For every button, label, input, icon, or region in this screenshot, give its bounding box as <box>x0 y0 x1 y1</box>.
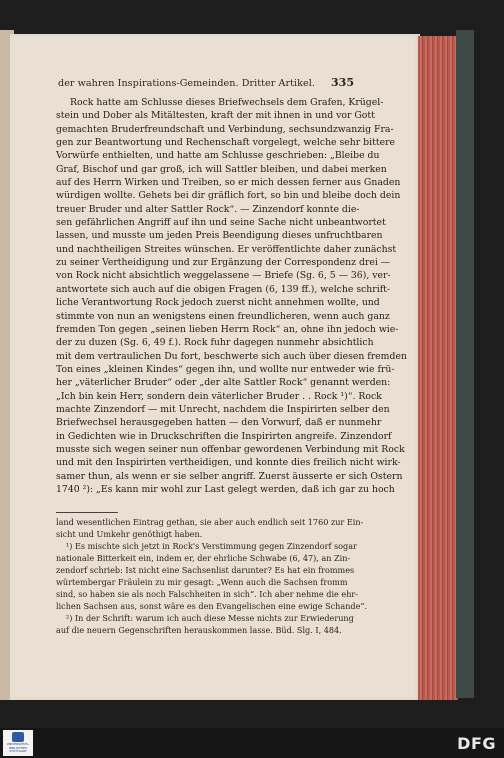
text-line: machte Zinzendorf — mit Unrecht, nachdem die Inspirirten selber den <box>56 403 390 415</box>
footnote-line: ²) In der Schrift: warum ich auch diese Messe nichts zur Erwiederung <box>66 613 354 623</box>
footnote-line: zendorf schrieb: Ist nicht eine Sachsenlist darunter? Es hat ein frommes <box>56 565 355 575</box>
text-line: antwortete sich auch auf die obigen Fragen (6, 139 ff.), welche schrift- <box>56 283 391 295</box>
right-cover-edge <box>456 30 474 698</box>
footnote-line: lichen Sachsen aus, sonst wäre es den Evangelischen eine ewige Schande“. <box>56 601 368 611</box>
footnote-line: sicht und Umkehr genöthigt haben. <box>56 529 203 539</box>
text-line: „Ich bin kein Herr, sondern dein väterlicher Bruder . . Rock ¹)“. Rock <box>56 390 382 402</box>
library-logo-text: UNIVERSITÄTS-BIBLIOTHEK STUTTGART <box>6 742 30 754</box>
text-line: zu seiner Vertheidigung und zur Ergänzung der Correspondenz drei — <box>56 257 391 269</box>
main-text <box>56 96 407 496</box>
running-header <box>58 76 354 92</box>
text-line: 1740 ²): „Es kann mir wohl zur Last gelegt werden, daß ich gar zu hoch <box>56 483 395 495</box>
text-line: Graf, Bischof und gar groß, ich will Sattler bleiben, und dabei merken <box>56 163 387 175</box>
text-line: Rock hatte am Schlusse dieses Briefwechsels dem Grafen, Krügel- <box>70 97 384 108</box>
viewer-bottom-bar <box>0 728 504 758</box>
footnote-line: auf die neuern Gegenschriften herauskommen lasse. Büd. Slg. I, 484. <box>56 625 342 635</box>
footnote-rule <box>56 512 118 513</box>
text-line: mit dem vertraulichen Du fort, beschwerte sich auch über diesen fremden <box>56 350 407 362</box>
text-line: und nachtheiligen Streites wünschen. Er veröffentlichte daher zunächst <box>56 243 397 255</box>
text-line: würdigen wollte. Gehets bei dir gräflich fort, so bin und bleibe doch dein <box>56 190 401 202</box>
text-line: der zu duzen (Sg. 6, 49 f.). Rock fuhr dagegen nunmehr absichtlich <box>56 337 374 349</box>
text-line: liche Verantwortung Rock jedoch zuerst nicht annehmen wollte, und <box>56 297 380 309</box>
dfg-logo: DFG <box>457 734 496 753</box>
text-line: stimmte von nun an wenigstens einen freundlicheren, wenn auch ganz <box>56 310 390 322</box>
text-line: und mit den Inspirirten vertheidigen, und konnte dies freilich nicht wirk- <box>56 457 401 469</box>
text-line: her „väterlicher Bruder“ oder „der alte Sattler Rock“ genannt werden: <box>56 377 391 389</box>
text-line: treuer Bruder und alter Sattler Rock“. — Zinzendorf konnte die- <box>56 203 360 215</box>
text-line: musste sich wegen seiner nun offenbar gewordenen Verbindung mit Rock <box>56 443 405 455</box>
text-line: Briefwechsel herausgegeben hatten — den Vorwurf, daß er nunmehr <box>56 417 382 429</box>
text-line: gen zur Beantwortung und Rechenschaft vorgelegt, welche sehr bittere <box>56 137 396 149</box>
page-number: 335 <box>331 76 354 89</box>
text-line: sen gefährlichen Angriff auf ihn und seine Sache nicht unbeantwortet <box>56 217 386 229</box>
text-line: lassen, und musste um jeden Preis Beendigung dieses unfruchtbaren <box>56 230 383 242</box>
text-line: von Rock nicht absichtlich weggelassene — Briefe (Sg. 6, 5 — 36), ver- <box>56 270 391 282</box>
text-line: Ton eines „kleinen Kindes“ gegen ihn, und wollte nur entweder wie frü- <box>56 363 395 375</box>
text-line: in Gedichten wie in Druckschriften die Inspirirten angreife. Zinzendorf <box>56 430 392 442</box>
running-title: der wahren Inspirations-Gemeinden. Dritter Artikel. <box>58 78 315 89</box>
text-line: stein und Dober als Mitältesten, kraft der mit ihnen in und vor Gott <box>56 110 375 122</box>
footnote-line: würtembergar Fräulein zu mir gesagt: „Wenn auch die Sachsen fromm <box>56 577 348 587</box>
text-line: samer thun, als wenn er sie selber angriff. Zuerst äusserte er sich Ostern <box>56 470 403 482</box>
library-logo-icon <box>12 732 24 742</box>
footnote-line: nationale Bitterkeit ein, indem er, der ehrliche Schwabe (6, 47), an Zin- <box>56 553 351 563</box>
text-line: auf des Herrn Wirken und Treiben, so er mich dessen ferner aus Gnaden <box>56 177 401 189</box>
footnote-line: ¹) Es mischte sich jetzt in Rock's Verstimmung gegen Zinzendorf sogar <box>66 541 357 551</box>
text-line: fremden Ton gegen „seinen lieben Herrn Rock“ an, ohne ihn jedoch wie- <box>56 323 399 335</box>
footnote-line: sind, so haben sie als noch Falschheiten in sich“. Ich aber nehme die ehr- <box>56 589 359 599</box>
text-line: gemachten Bruderfreundschaft und Verbindung, sechsundzwanzig Fra- <box>56 123 394 135</box>
footnotes <box>56 516 368 636</box>
footnote-line: land wesentlichen Eintrag gethan, sie aber auch endlich seit 1760 zur Ein- <box>56 517 364 527</box>
page-edge-red <box>418 36 458 700</box>
text-line: Vorwürfe enthielten, und hatte am Schlusse geschrieben: „Bleibe du <box>56 150 380 162</box>
library-logo <box>3 730 33 756</box>
